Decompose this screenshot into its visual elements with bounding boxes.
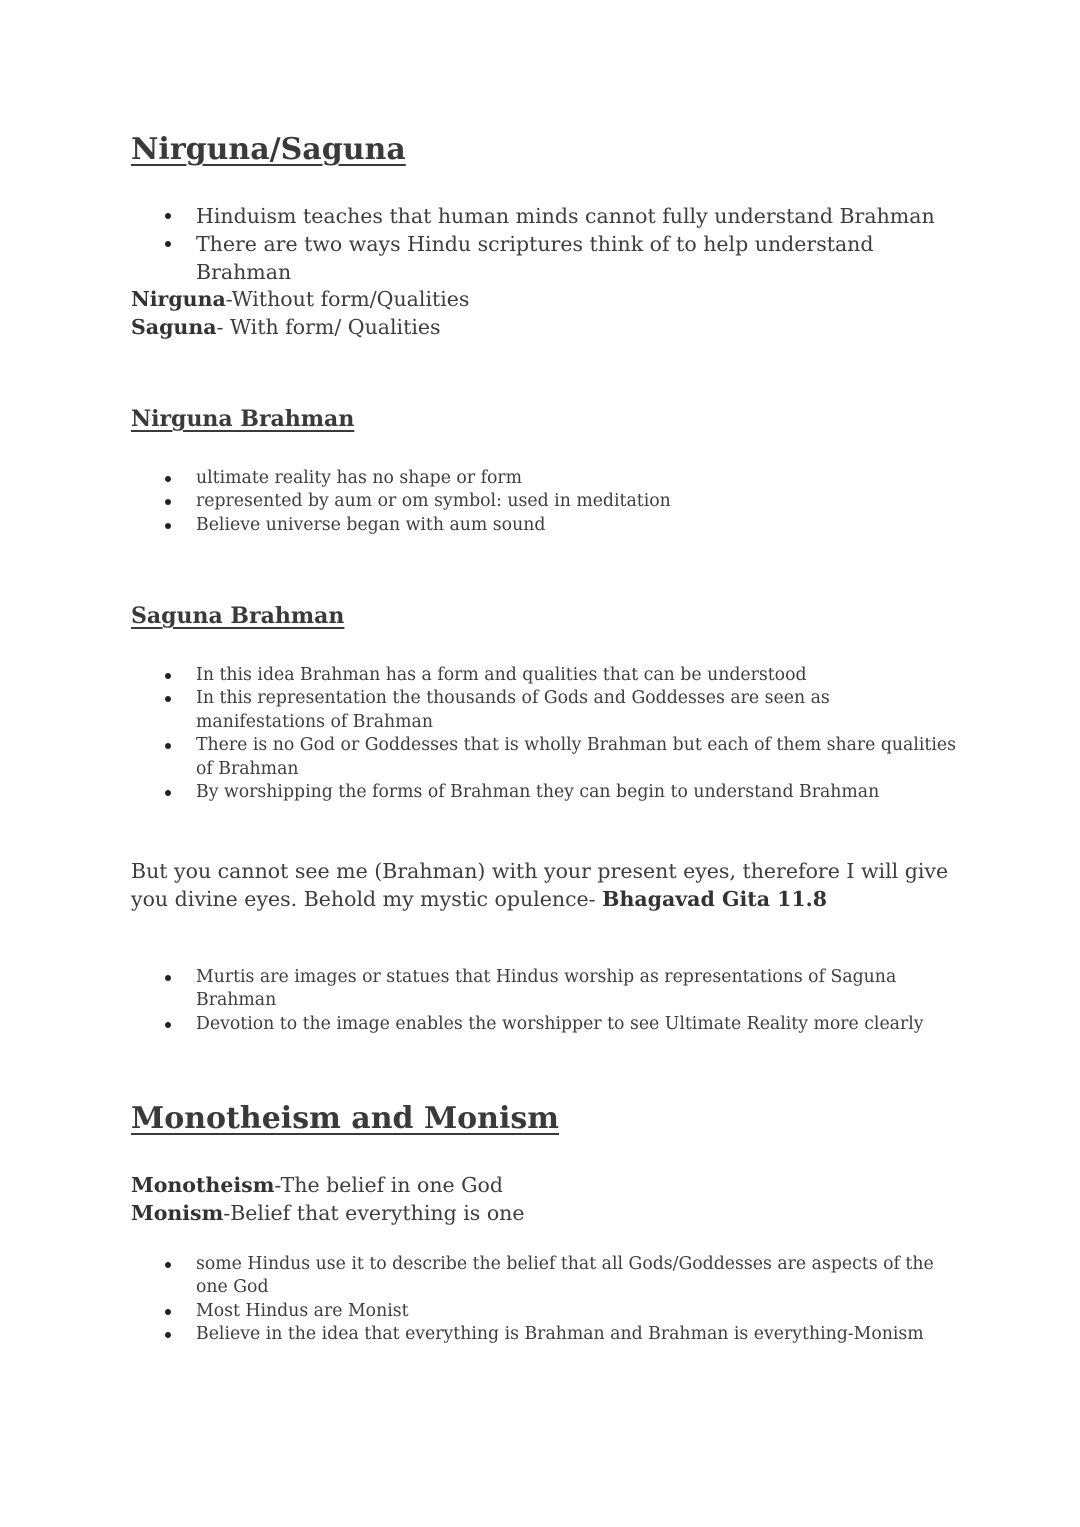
bullet-icon <box>165 790 171 796</box>
bullet-icon <box>165 213 171 219</box>
murtis-bullet-list <box>0 966 1080 1036</box>
bullet-icon <box>165 743 171 749</box>
list-item: In this idea Brahman has a form and qualities that can be understood <box>0 664 1080 687</box>
definition-monism: Monism-Belief that everything is one <box>131 1201 525 1225</box>
list-item: Believe in the idea that everything is Brahman and Brahman is everything-Monism <box>0 1323 1080 1346</box>
saguna-bullet-list <box>0 664 1080 804</box>
bullet-icon <box>165 1022 171 1028</box>
list-item: By worshipping the forms of Brahman they can begin to understand Brahman <box>0 781 1080 804</box>
heading-nirguna-saguna: Nirguna/Saguna <box>131 132 406 167</box>
bullet-icon <box>165 696 171 702</box>
bullet-icon <box>165 1309 171 1315</box>
intro-bullet-list <box>0 202 1080 286</box>
heading-saguna-brahman: Saguna Brahman <box>131 603 345 629</box>
list-item: In this representation the thousands of Gods and Goddesses are seen as manifestations of Brahman <box>0 687 1080 734</box>
bullet-icon <box>165 1262 171 1268</box>
monism-bullet-list <box>0 1253 1080 1347</box>
definition-nirguna: Nirguna-Without form/Qualities <box>131 287 470 311</box>
bullet-icon <box>165 975 171 981</box>
list-item: There are two ways Hindu scriptures think of to help understand Brahman <box>0 230 1080 286</box>
list-item: Hinduism teaches that human minds cannot fully understand Brahman <box>0 202 1080 230</box>
scripture-quote: But you cannot see me (Brahman) with your present eyes, therefore I will give you divine eyes. Behold my mystic opulence- Bhagavad Gita 11.8 <box>131 859 949 911</box>
list-item: ultimate reality has no shape or form <box>0 467 1080 490</box>
bullet-icon <box>165 1332 171 1338</box>
list-item: Most Hindus are Monist <box>0 1300 1080 1323</box>
heading-monotheism-monism: Monotheism and Monism <box>131 1101 559 1136</box>
quote-source: Bhagavad Gita 11.8 <box>602 887 828 911</box>
bullet-icon <box>165 499 171 505</box>
definition-monotheism: Monotheism-The belief in one God <box>131 1173 504 1197</box>
list-item: represented by aum or om symbol: used in meditation <box>0 490 1080 513</box>
list-item: Murtis are images or statues that Hindus worship as representations of Saguna Brahman <box>0 966 1080 1013</box>
bullet-icon <box>165 523 171 529</box>
bullet-icon <box>165 673 171 679</box>
bullet-icon <box>165 241 171 247</box>
nirguna-bullet-list <box>0 467 1080 537</box>
list-item: Devotion to the image enables the worshipper to see Ultimate Reality more clearly <box>0 1013 1080 1036</box>
heading-nirguna-brahman: Nirguna Brahman <box>131 406 355 432</box>
list-item: There is no God or Goddesses that is wholly Brahman but each of them share qualities of Brahman <box>0 734 1080 781</box>
list-item: some Hindus use it to describe the belief that all Gods/Goddesses are aspects of the one God <box>0 1253 1080 1300</box>
list-item: Believe universe began with aum sound <box>0 514 1080 537</box>
bullet-icon <box>165 476 171 482</box>
definition-saguna: Saguna- With form/ Qualities <box>131 315 441 339</box>
